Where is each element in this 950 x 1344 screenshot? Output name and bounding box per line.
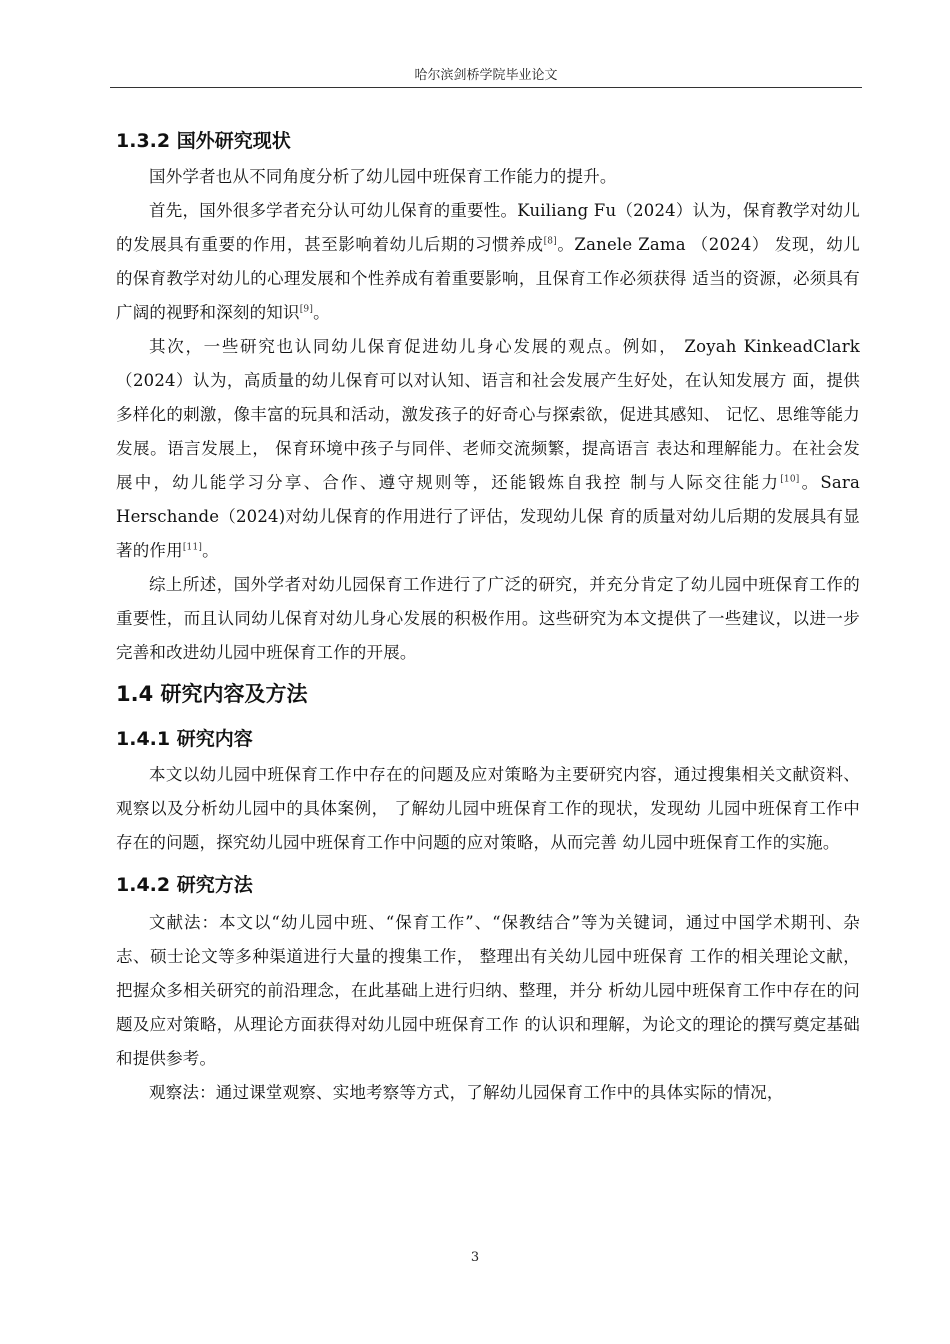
text-span: 。Sara Herschande（2024)对幼儿保育的作用进行了评估，发现幼儿保 育的质量对幼儿后期的发展具有显著的作用 — [116, 473, 860, 560]
paragraph: 文献法：本文以“幼儿园中班、“保育工作”、“保教结合”等为关键词，通过中国学术期刊、杂志、硕士论文等多种渠道进行大量的搜集工作， 整理出有关幼儿园中班保育 工作的相关理论文献，把握众多相关研究的前沿理念，在此基础上进行归纳、整理，并分 析幼儿园中班保育工作中存在的问题及应对策略，从理论方面获得对幼儿园中班保育工作 的认识和理解，为论文的理论的撰写奠定基础和提供参考。 — [116, 913, 860, 1068]
header-rule — [110, 87, 862, 88]
citation-ref: [8] — [543, 236, 557, 247]
paragraph: 观察法：通过课堂观察、实地考察等方式，了解幼儿园保育工作中的具体实际的情况， — [149, 1083, 784, 1102]
paragraph — [116, 194, 860, 330]
citation-ref: [10] — [780, 474, 800, 485]
citation-ref: [9] — [299, 304, 314, 315]
section-heading-1-4-1: 1.4.1 研究内容 — [116, 728, 253, 750]
section-heading-1-3-2: 1.3.2 国外研究现状 — [116, 130, 291, 152]
text-span: 。 — [202, 541, 219, 560]
section-heading-1-4-2: 1.4.2 研究方法 — [116, 874, 253, 896]
page-body — [116, 122, 860, 1110]
section-heading-1-4: 1.4 研究内容及方法 — [116, 682, 308, 706]
paragraph — [116, 330, 860, 568]
page-number: 3 — [470, 1250, 480, 1265]
text-span: 。 — [313, 303, 330, 322]
text-span: 。Zanele Zama （2024） 发现，幼儿的保育教学对幼儿的心理发展和个性养成有着重要影响，且保育工作必须获得 适当的资源，必须具有广阔的视野和深刻的知识 — [116, 235, 860, 322]
running-header: 哈尔滨剑桥学院毕业论文 — [414, 68, 558, 83]
paragraph: 本文以幼儿园中班保育工作中存在的问题及应对策略为主要研究内容，通过搜集相关文献资料、观察以及分析幼儿园中的具体案例， 了解幼儿园中班保育工作的现状，发现幼 儿园中班保育工作中存在的问题，探究幼儿园中班保育工作中问题的应对策略，从而完善 幼儿园中班保育工作的实施。 — [116, 765, 860, 852]
paragraph: 综上所述，国外学者对幼儿园保育工作进行了广泛的研究，并充分肯定了幼儿园中班保育工作的重要性，而且认同幼儿保育对幼儿身心发展的积极作用。这些研究为本文提供了一些建议，以进一步完善和改进幼儿园中班保育工作的开展。 — [116, 575, 860, 662]
paragraph: 国外学者也从不同角度分析了幼儿园中班保育工作能力的提升。 — [149, 167, 617, 186]
text-span: 首先，国外很多学者充分认可幼儿保育的重要性。Kuiliang Fu（2024）认为，保育教学对幼儿的发展具有重要的作用，甚至影响着幼儿后期的习惯养成 — [116, 201, 860, 254]
citation-ref: [11] — [182, 542, 203, 553]
text-span: 其次，一些研究也认同幼儿保育促进幼儿身心发展的观点。例如， Zoyah KinkeadClark （2024）认为，高质量的幼儿保育可以对认知、语言和社会发展产生好处，在认知发展方 面，提供多样化的刺激，像丰富的玩具和活动，激发孩子的好奇心与探索欲，促进其感知、 记忆、思维等能力发展。语言发展上， 保育环境中孩子与同伴、老师交流频繁，提高语言 表达和理解能力。在社会发展中，幼儿能学习分享、合作、遵守规则等，还能锻炼自我控 制与人际交往能力 — [116, 337, 860, 492]
